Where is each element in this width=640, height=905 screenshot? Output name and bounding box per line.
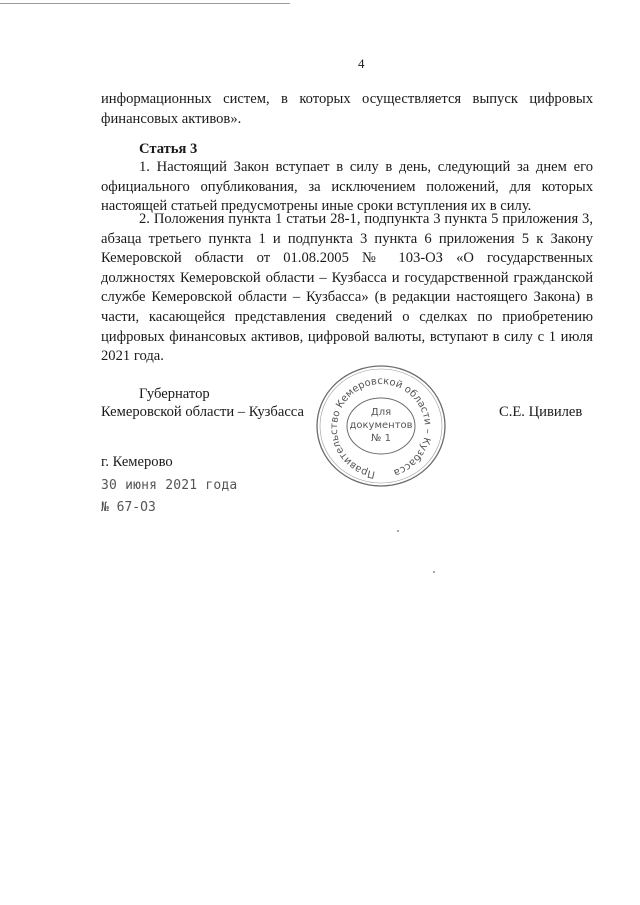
law-number-stamp: № 67-ОЗ (101, 500, 156, 515)
article-item-2-text: 2. Положения пункта 1 статьи 28-1, подпункта 3 пункта 5 приложения 3, абзаца третьего пункта 1 и подпункта 3 пункта 6 приложения 5 к Закону Кемеровской области от 01.08.2005 № 103-ОЗ «О государственных должностях Кемеровской области – Кузбасса и государственной гражданской службе Кемеровской области – Кузбасса» (в редакции настоящего Закона) в части, касающейся представления сведений о сделках по приобретению цифровых финансовых активов, цифровой валюты, вступают в силу с 1 июля 2021 года. (101, 211, 593, 365)
article-item-1 (101, 158, 593, 217)
article-item-2 (101, 210, 593, 367)
top-edge-line (0, 3, 290, 4)
intro-paragraph (101, 90, 593, 129)
official-seal (313, 362, 449, 490)
date-stamp: 30 июня 2021 года (101, 478, 238, 493)
signatory-name: С.Е. Цивилев (499, 404, 583, 420)
signatory-region: Кемеровской области – Кузбасса (101, 404, 304, 420)
seal-center-line-1: Для (370, 407, 392, 418)
signatory-title: Губернатор (139, 386, 210, 402)
intro-text: информационных систем, в которых осуществляется выпуск цифровых финансовых активов». (101, 91, 593, 127)
article-title: Статья 3 (139, 141, 198, 157)
seal-center-line-3: № 1 (371, 433, 391, 444)
article-item-1-text: 1. Настоящий Закон вступает в силу в день, следующий за днем его официального опубликования, за исключением положений, для которых настоящей статьей предусмотрены иные сроки вступления их в силу. (101, 159, 593, 215)
scan-speck (433, 571, 435, 573)
seal-ring-text: Правительство Кемеровской области – Кузбасса (328, 375, 434, 480)
place-of-signing: г. Кемерово (101, 454, 173, 470)
seal-center-line-2: документов (349, 420, 413, 431)
scan-speck (397, 530, 399, 532)
page-number: 4 (358, 56, 365, 71)
